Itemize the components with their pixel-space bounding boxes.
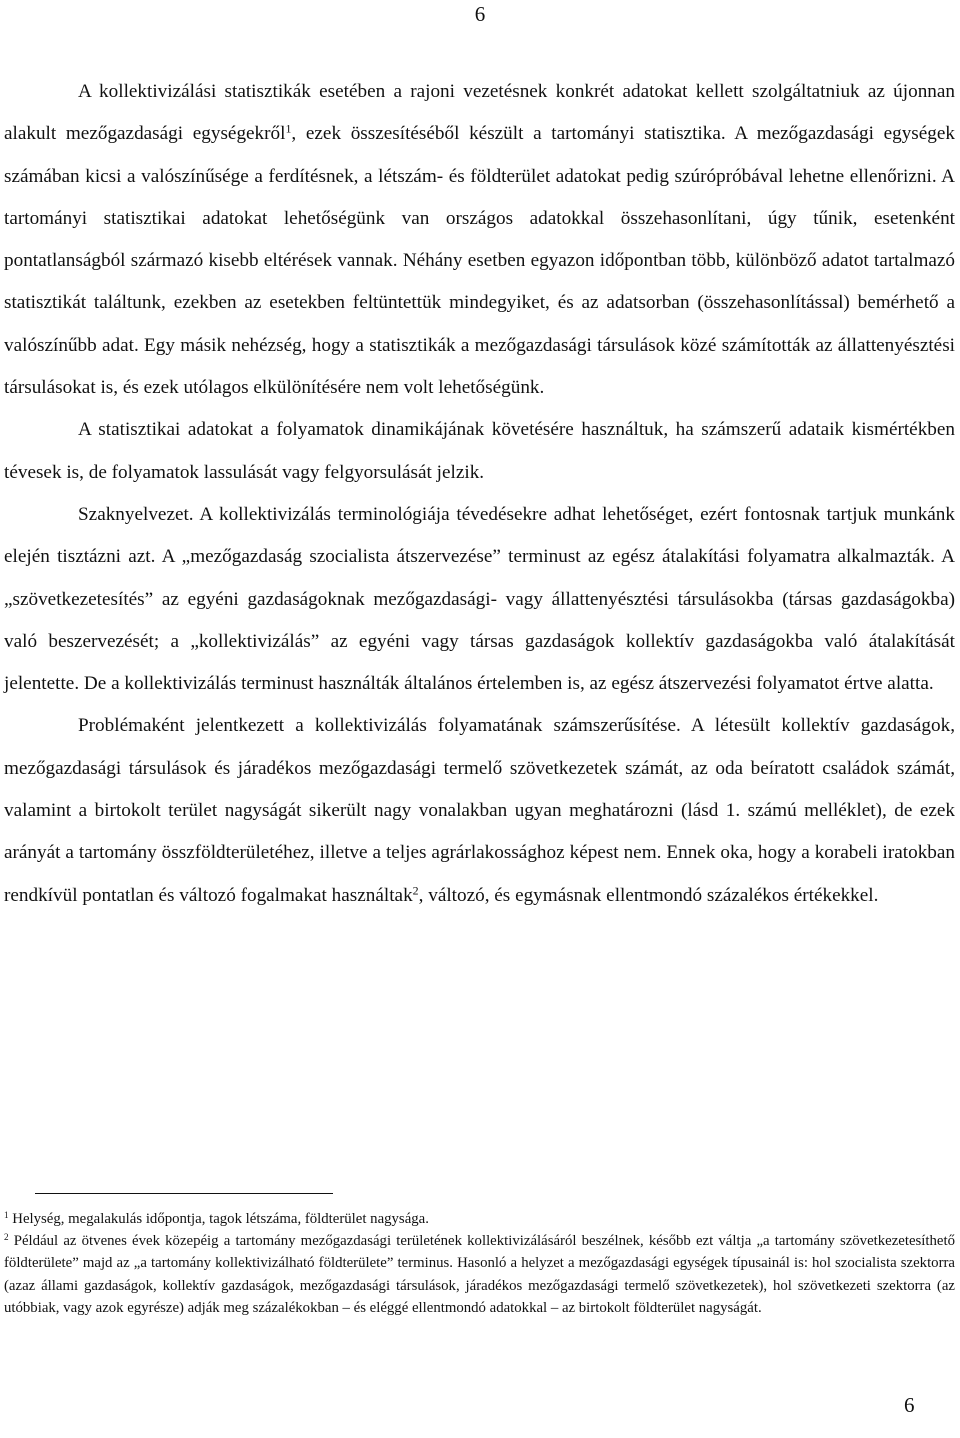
paragraph-collectivization-statistics — [4, 71, 955, 409]
paragraph-quantification-problem — [4, 705, 955, 916]
page-number-top: 6 — [474, 2, 486, 26]
footnote-separator — [35, 1193, 333, 1194]
footnote-1 — [4, 1208, 955, 1230]
footnote-reference-1[interactable]: 1 — [285, 121, 292, 136]
footnote-reference-2[interactable]: 2 — [412, 883, 419, 898]
paragraph-statistical-data-usage — [4, 409, 955, 494]
paragraph-terminology — [4, 494, 955, 705]
paragraph-text: Szaknyelvezet. A kollektivizálás terminológiája tévedésekre adhat lehetőséget, ezért fontosnak tartjuk munkánk elején tisztázni azt. A „mezőgazdaság szocialista átszervezése” terminust az egész átalakítási folyamatra alkalmazták. A „szövetkezetesítés” az egyéni gazdaságoknak mezőgazdasági- vagy állattenyésztési társulásokba (társas gazdaságokba) való beszervezését; a „kollektivizálás” az egyéni vagy társas gazdaságok kollektív gazdaságokba való átalakítását jelentette. De a kollektivizálás terminust használták általános értelemben is, az egész átszervezési folyamatot értve alatta. — [4, 503, 955, 695]
footnote-text: Helység, megalakulás időpontja, tagok létszáma, földterület nagysága. — [8, 1211, 429, 1227]
footnotes — [4, 1208, 955, 1319]
paragraph-text: , ezek összesítéséből készült a tartományi statisztika. A mezőgazdasági egységek számában kicsi a valószínűsége a ferdítésnek, a létszám- és földterület adatokat pedig szúrópróbával lehetne ellenőrizni. A tartományi statisztikai adatokat lehetőségünk van országos adatokkal összehasonlítani, úgy tűnik, esetenként pontatlanságból származó kisebb eltérések vannak. Néhány esetben egyazon időpontban több, különböző adatot tartalmazó statisztikát találtunk, ezekben az esetekben feltüntettük mindegyiket, és az adatsorban (összehasonlítással) bemérhető a valószínűbb adat. Egy másik nehézség, hogy a statisztikák a mezőgazdasági társulások közé számították az állattenyésztési társulásokat is, és ezek utólagos elkülönítésére nem volt lehetőségünk. — [4, 123, 955, 399]
paragraph-text: A statisztikai adatokat a folyamatok dinamikájának követésére használtuk, ha számszerű adataik kismértékben tévesek is, de folyamatok lassulását vagy felgyorsulását jelzik. — [4, 419, 955, 483]
footnote-marker-1: 1 — [4, 1209, 9, 1220]
paragraph-text: , változó, és egymásnak ellentmondó százalékos értékekkel. — [418, 884, 879, 906]
page-number-bottom: 6 — [904, 1393, 915, 1417]
footnote-text: Például az ötvenes évek közepéig a tartomány mezőgazdasági területének kollektivizálásáról beszélnek, később ezt váltja „a tartomány szövetkezetesíthető földterülete” majd az „a tartomány kollektivizálható földterülete” terminus. Hasonló a helyzet a mezőgazdasági egységek típusainál is: hol szocialista szektorra (azaz állami gazdaságok, kollektív gazdaságok, mezőgazdasági társulások, járadékos mezőgazdasági termelő szövetkezetek), hol szövetkezeti szektorra (az utóbbiak, vagy azok egyrésze) adják meg százalékokban – és eléggé ellentmondó adatokkal – az birtokolt földterület nagyságát. — [4, 1233, 955, 1316]
footnote-2 — [4, 1230, 955, 1319]
paragraph-text: Problémaként jelentkezett a kollektivizálás folyamatának számszerűsítése. A létesült kollektív gazdaságok, mezőgazdasági társulások és járadékos mezőgazdasági termelő szövetkezetek számát, az oda beíratott családok számát, valamint a birtokolt terület nagyságát sikerült nagy vonalakban ugyan meghatározni (lásd 1. számú melléklet), de ezek arányát a tartomány összföldterületéhez, illetve a teljes agrárlakossághoz képest nem. Ennek oka, hogy a korabeli iratokban rendkívül pontatlan és változó fogalmakat használtak — [4, 715, 955, 906]
footnote-marker-2: 2 — [4, 1232, 9, 1243]
body-text — [4, 71, 955, 917]
paragraph-text: A kollektivizálási statisztikák esetében a rajoni vezetésnek konkrét adatokat kellett szolgáltatniuk az újonnan alakult mezőgazdasági egységekről — [4, 81, 955, 145]
